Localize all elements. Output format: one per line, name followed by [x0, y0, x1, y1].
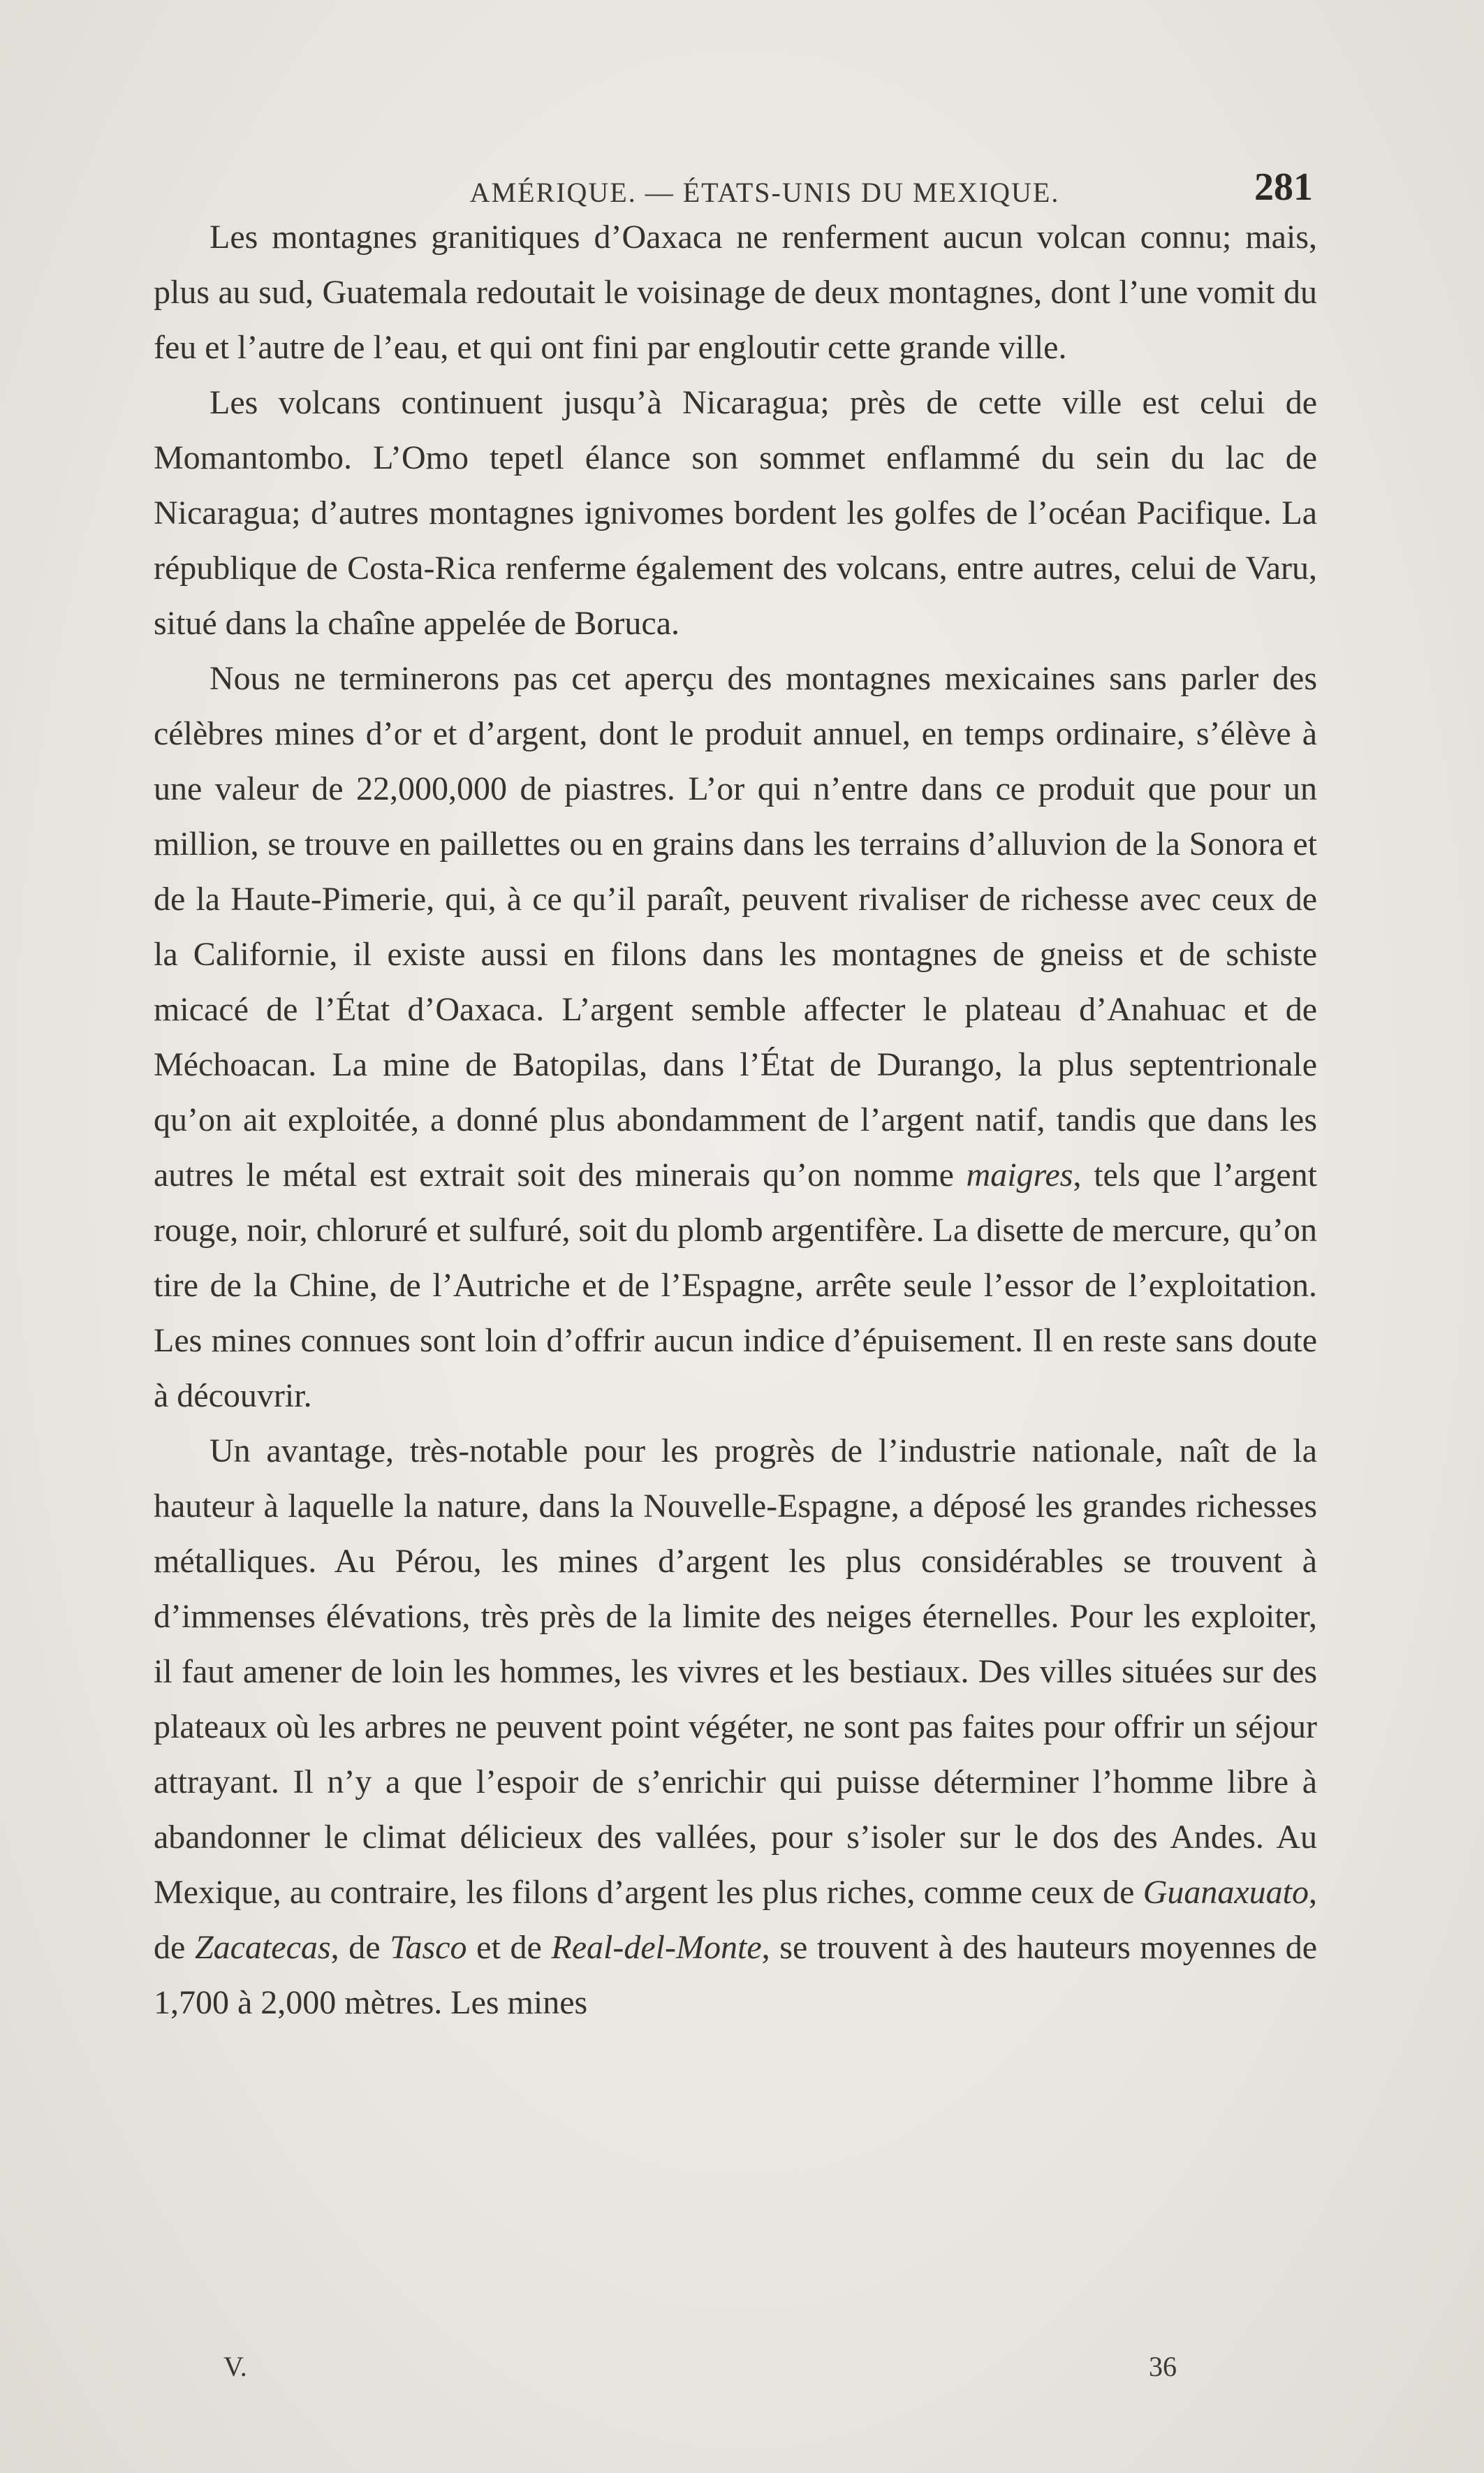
paragraph-text: Les montagnes granitiques d’Oaxaca ne renferment aucun volcan connu; mais, plus au sud, Guatemala redoutait le voisinage de deux montagnes, dont l’une vomit du feu et l’autre de l’eau, et qui ont fini par engloutir cette grande ville. [154, 219, 1317, 366]
body-text [154, 210, 1317, 2030]
paragraph-oaxaca-volcanoes [154, 210, 1317, 375]
paragraph-text-before: Nous ne terminerons pas cet aperçu des montagnes mexicaines sans parler des célèbres mines d’or et d’argent, dont le produit annuel, en temps ordinaire, s’élève à une valeur de 22,000,000 de piastres. L’or qui n’entre dans ce produit que pour un million, se trouve en paillettes ou en grains dans les terrains d’alluvion de la Sonora et de la Haute-Pimerie, qui, à ce qu’il paraît, peuvent rivaliser de richesse avec ceux de la Californie, il existe aussi en filons dans les montagnes de gneiss et de schiste micacé de l’État d’Oaxaca. L’argent semble affecter le plateau d’Anahuac et de Méchoacan. La mine de Batopilas, dans l’État de Durango, la plus septentrionale qu’on ait exploitée, a donné plus abondamment de l’argent natif, tandis que dans les autres le métal est extrait soit des minerais qu’on nomme [154, 660, 1317, 1194]
signature-mark: V. [223, 2351, 247, 2382]
paragraph-gold-silver-mines [154, 651, 1317, 1423]
paragraph-nicaragua-volcanoes [154, 375, 1317, 651]
paragraph-text-after: , tels que l’argent rouge, noir, chloruré et sulfuré, soit du plomb argentifère. La disette de mercure, qu’on tire de la Chine, de l’Autriche et de l’Espagne, arrête seule l’essor de l’exploitation. Les mines connues sont loin d’offrir aucun indice d’épuisement. Il en reste sans doute à découvrir. [154, 1157, 1317, 1414]
italic-place-zacatecas: Zacatecas [194, 1929, 331, 1966]
italic-term: maigres [966, 1157, 1073, 1194]
paragraph-mining-altitude [154, 1423, 1317, 2030]
italic-place-tasco: Tasco [390, 1929, 467, 1966]
paragraph-text-before: Un avantage, très-notable pour les progrès de l’industrie nationale, naît de la hauteur à laquelle la nature, dans la Nouvelle-Espagne, a déposé les grandes richesses métalliques. Au Pérou, les mines d’argent les plus considérables se trouvent à d’immenses élévations, très près de la limite des neiges éternelles. Pour les exploiter, il faut amener de loin les hommes, les vivres et les bestiaux. Des villes situées sur des plateaux où les arbres ne peuvent point végéter, ne sont pas faites pour offrir un séjour attrayant. Il n’y a que l’espoir de s’enrichir qui puisse déterminer l’homme libre à abandonner le climat délicieux des vallées, pour s’isoler sur le dos des Andes. Au Mexique, au contraire, les filons d’argent les plus riches, comme ceux de [154, 1432, 1317, 1911]
paragraph-text: Les volcans continuent jusqu’à Nicaragua; près de cette ville est celui de Momantombo. L’Omo tepetl élance son sommet enflammé du sein du lac de Nicaragua; d’autres montagnes ignivomes bordent les golfes de l’océan Pacifique. La république de Costa-Rica renferme également des volcans, entre autres, celui de Varu, situé dans la chaîne appelée de Boruca. [154, 384, 1317, 642]
page-footer [154, 2350, 1317, 2392]
italic-place-guanaxuato: Guanaxuato [1143, 1874, 1309, 1911]
italic-place-real-del-monte: Real-del-Monte [551, 1929, 762, 1966]
running-title: AMÉRIQUE. — ÉTATS-UNIS DU MEXIQUE. [469, 177, 1060, 208]
separator: , de [154, 1874, 1317, 1966]
separator: , de [330, 1929, 390, 1966]
separator: et de [466, 1929, 552, 1966]
page-number: 281 [1254, 166, 1313, 209]
sheet-number: 36 [1149, 2351, 1177, 2382]
paragraph-text-after: , se trouvent à des hauteurs moyennes de 1,700 à 2,000 mètres. Les mines [154, 1929, 1317, 2021]
